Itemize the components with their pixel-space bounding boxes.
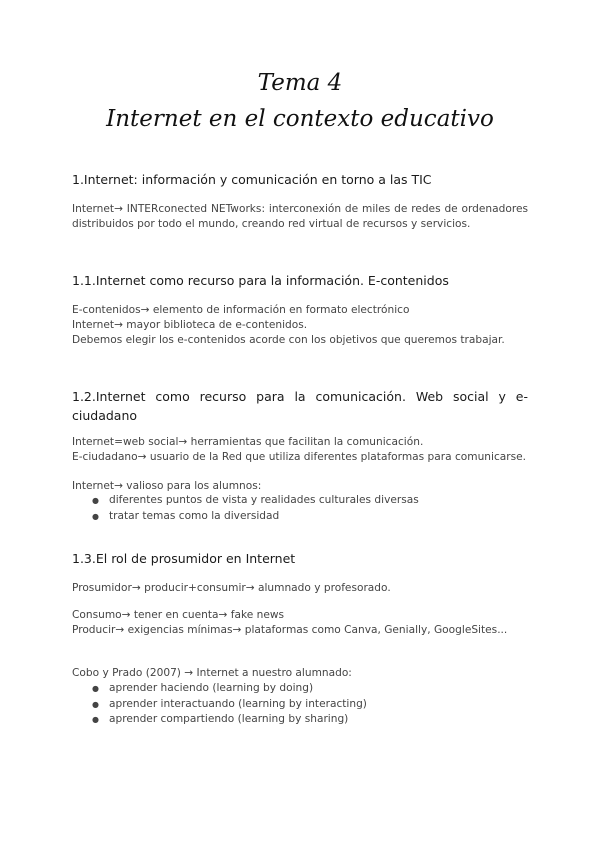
section-heading-1-3: 1.3.El rol de prosumidor en Internet	[72, 551, 296, 566]
section-1-2-line-1: Internet=web social→ herramientas que facilitan la comunicación.	[72, 436, 424, 448]
section-1-1-line-1: E-contenidos→ elemento de información en formato electrónico	[72, 304, 410, 316]
section-1-3-line-3: Producir→ exigencias mínimas→ plataformas como Canva, Genially, GoogleSites...	[72, 624, 508, 636]
page-subtitle: Internet en el contexto educativo	[106, 106, 494, 132]
section-1-3-line-1: Prosumidor→ producir+consumir→ alumnado y profesorado.	[72, 582, 391, 594]
section-1-3-line-2: Consumo→ tener en cuenta→ fake news	[72, 609, 285, 621]
section-1-3-line-4: Cobo y Prado (2007) → Internet a nuestro alumnado:	[72, 667, 352, 679]
section-1-paragraph: Internet→ INTERconected NETworks: interconexión de miles de redes de ordenadores distribuidos por todo el mundo, creando red virtual de recursos y servicios.	[72, 203, 528, 231]
section-1-3-list	[92, 681, 522, 728]
list-item: ● aprender interactuando (learning by interacting)	[92, 697, 522, 713]
section-1-2-line-2: E-ciudadano→ usuario de la Red que utiliza diferentes plataformas para comunicarse.	[72, 451, 527, 463]
list-item: ● tratar temas como la diversidad	[92, 509, 522, 525]
page-title: Tema 4	[257, 70, 343, 96]
section-1-2-list	[92, 493, 522, 524]
section-heading-1-2: 1.2.Internet como recurso para la comunicación. Web social y e-ciudadano	[72, 389, 528, 423]
list-item: ● diferentes puntos de vista y realidades culturales diversas	[92, 493, 522, 509]
list-item: ● aprender haciendo (learning by doing)	[92, 681, 522, 697]
section-heading-1-1: 1.1.Internet como recurso para la información. E-contenidos	[72, 273, 449, 288]
section-1-1-line-3: Debemos elegir los e-contenidos acorde con los objetivos que queremos trabajar.	[72, 334, 505, 346]
section-1-1-line-2: Internet→ mayor biblioteca de e-contenidos.	[72, 319, 308, 331]
section-1-2-line-3: Internet→ valioso para los alumnos:	[72, 480, 262, 492]
section-heading-1: 1.Internet: información y comunicación en torno a las TIC	[72, 172, 432, 187]
list-item: ● aprender compartiendo (learning by sharing)	[92, 712, 522, 728]
